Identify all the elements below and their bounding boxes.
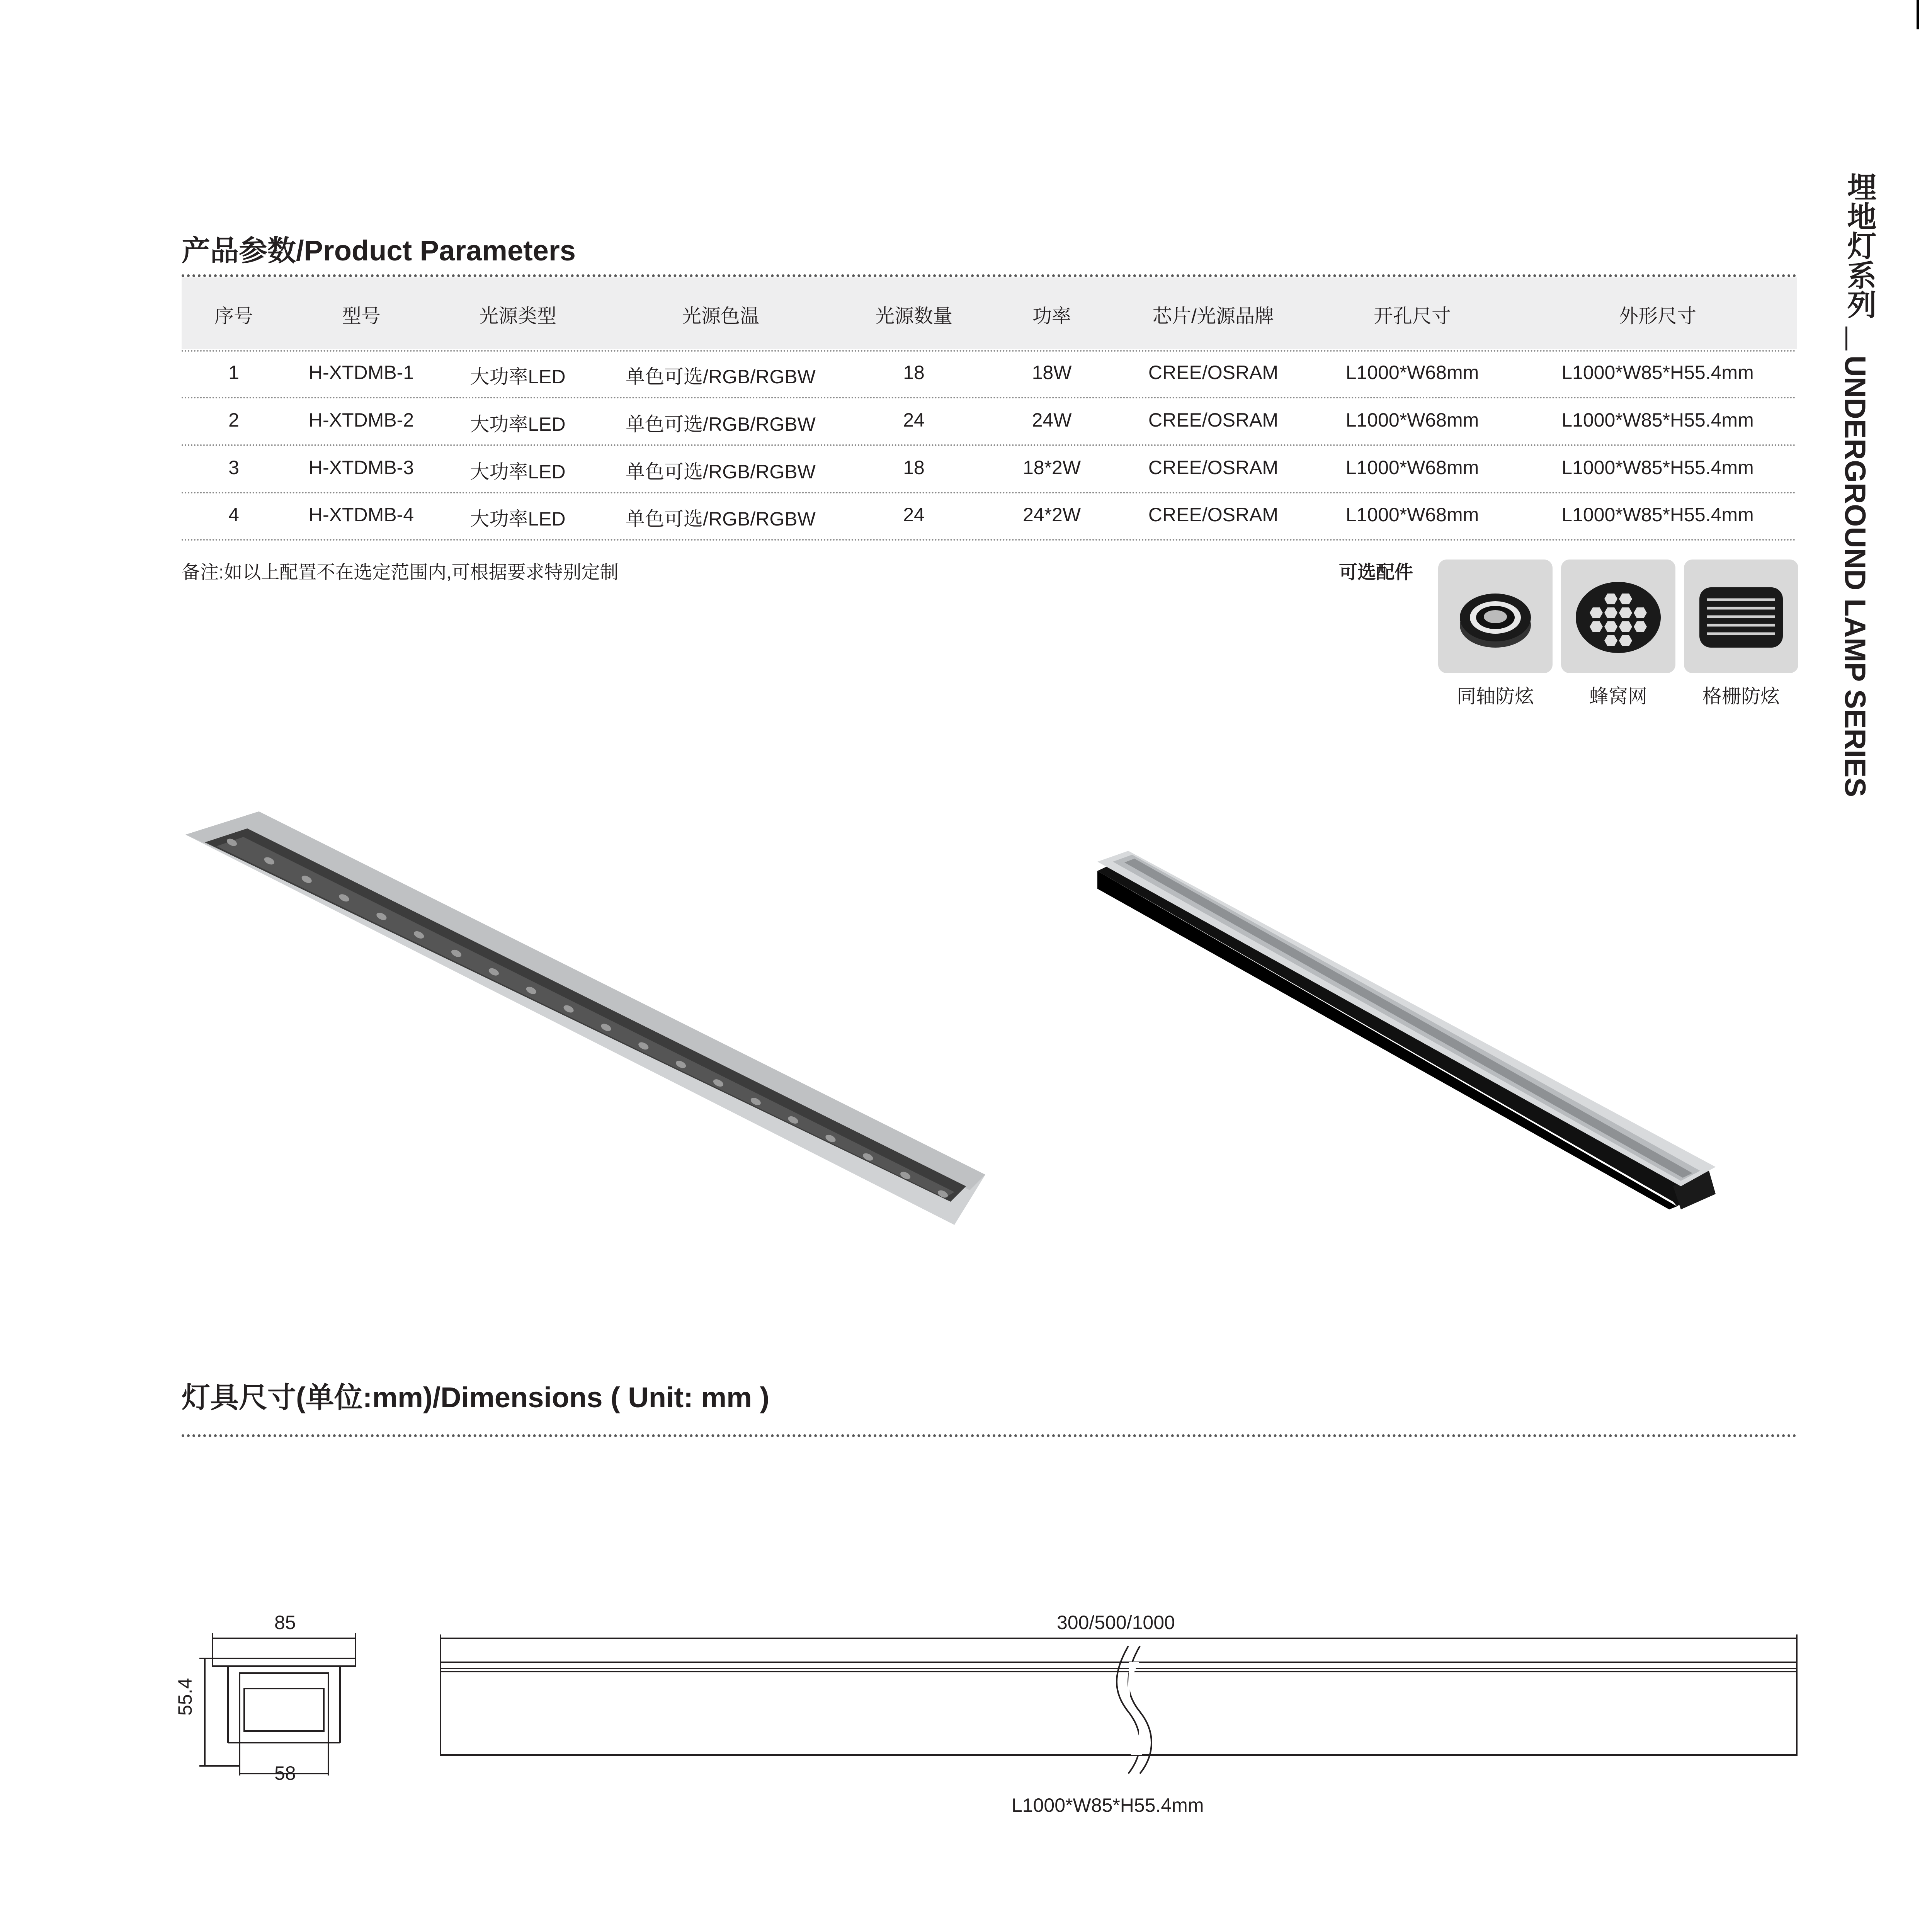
params-cell: L1000*W85*H55.4mm <box>1561 457 1754 478</box>
crop-mark <box>1917 0 1919 29</box>
params-cell: L1000*W85*H55.4mm <box>1561 362 1754 383</box>
dimension-width-top: 85 <box>274 1612 296 1633</box>
params-cell: 18*2W <box>1022 457 1081 478</box>
params-header-cell: 光源数量 <box>875 305 952 327</box>
params-cell: 单色可选/RGB/RGBW <box>626 413 816 435</box>
params-header-cell: 外形尺寸 <box>1619 305 1696 327</box>
params-cell: 单色可选/RGB/RGBW <box>626 508 816 530</box>
params-cell: CREE/OSRAM <box>1148 362 1279 383</box>
params-header-cell: 光源类型 <box>479 305 556 327</box>
params-cell: L1000*W85*H55.4mm <box>1561 504 1754 526</box>
params-cell: L1000*W85*H55.4mm <box>1561 409 1754 431</box>
params-header-cell: 功率 <box>1032 305 1071 327</box>
dimensions-title: 灯具尺寸(单位:mm)/Dimensions ( Unit: mm ) <box>182 1381 770 1413</box>
params-title-rule <box>182 274 1797 277</box>
params-header-divider <box>182 350 1797 352</box>
params-cell: H-XTDMB-4 <box>308 504 414 526</box>
accessory-label: 蜂窝网 <box>1589 685 1647 707</box>
dimension-height: 55.4 <box>174 1678 196 1716</box>
params-cell: CREE/OSRAM <box>1148 457 1279 478</box>
series-title-cn: 埋地灯系列 <box>1843 172 1876 319</box>
params-title: 产品参数/Product Parameters <box>182 235 576 267</box>
accessory-coaxial-image <box>1438 560 1553 673</box>
accessory-grille-image <box>1684 560 1798 673</box>
params-cell: 大功率LED <box>470 366 566 388</box>
dimensions-title-rule <box>182 1434 1797 1437</box>
params-header-cell: 序号 <box>214 305 253 327</box>
params-cell: 24 <box>903 409 925 431</box>
params-note: 备注:如以上配置不在选定范围内,可根据要求特别定制 <box>182 562 619 583</box>
params-cell: 18 <box>903 457 925 478</box>
dimension-length: 300/500/1000 <box>1057 1612 1175 1633</box>
params-cell: 大功率LED <box>470 461 566 483</box>
params-cell: 单色可选/RGB/RGBW <box>626 366 816 388</box>
params-header-cell: 芯片/光源品牌 <box>1153 305 1274 327</box>
dimension-overall: L1000*W85*H55.4mm <box>1012 1794 1204 1816</box>
params-cell: 24*2W <box>1022 504 1081 526</box>
params-cell: L1000*W68mm <box>1345 457 1479 478</box>
params-cell: H-XTDMB-3 <box>308 457 414 478</box>
params-cell: 大功率LED <box>470 413 566 435</box>
params-cell: H-XTDMB-2 <box>308 409 414 431</box>
series-title-divider <box>1845 327 1847 350</box>
dimension-width-bottom: 58 <box>274 1762 296 1784</box>
params-row-divider <box>182 444 1797 446</box>
params-cell: CREE/OSRAM <box>1148 504 1279 526</box>
series-title-en: UNDERGROUND LAMP SERIES <box>1838 355 1871 797</box>
params-row-divider <box>182 539 1797 541</box>
product-image-top-view <box>182 804 993 1229</box>
params-cell: 3 <box>228 457 239 478</box>
params-cell: 24W <box>1032 409 1072 431</box>
accessory-honeycomb-image <box>1561 560 1675 673</box>
params-cell: 18W <box>1032 362 1072 383</box>
accessories-title: 可选配件 <box>1339 562 1413 583</box>
product-image-angled-view <box>1097 846 1739 1213</box>
params-cell: 18 <box>903 362 925 383</box>
params-header-cell: 型号 <box>342 305 381 327</box>
params-cell: 单色可选/RGB/RGBW <box>626 461 816 483</box>
params-cell: 2 <box>228 409 239 431</box>
params-cell: 1 <box>228 362 239 383</box>
accessory-label: 同轴防炫 <box>1457 685 1534 707</box>
params-header-cell: 光源色温 <box>682 305 759 327</box>
params-cell: 大功率LED <box>470 508 566 530</box>
params-cell: CREE/OSRAM <box>1148 409 1279 431</box>
accessory-label: 格栅防炫 <box>1702 685 1780 707</box>
params-row-divider <box>182 397 1797 398</box>
params-cell: 4 <box>228 504 239 526</box>
params-cell: L1000*W68mm <box>1345 409 1479 431</box>
params-cell: L1000*W68mm <box>1345 362 1479 383</box>
params-cell: L1000*W68mm <box>1345 504 1479 526</box>
params-header-cell: 开孔尺寸 <box>1374 305 1451 327</box>
dimension-length-drawing <box>433 1627 1801 1781</box>
params-cell: H-XTDMB-1 <box>308 362 414 383</box>
params-row-divider <box>182 492 1797 493</box>
params-cell: 24 <box>903 504 925 526</box>
